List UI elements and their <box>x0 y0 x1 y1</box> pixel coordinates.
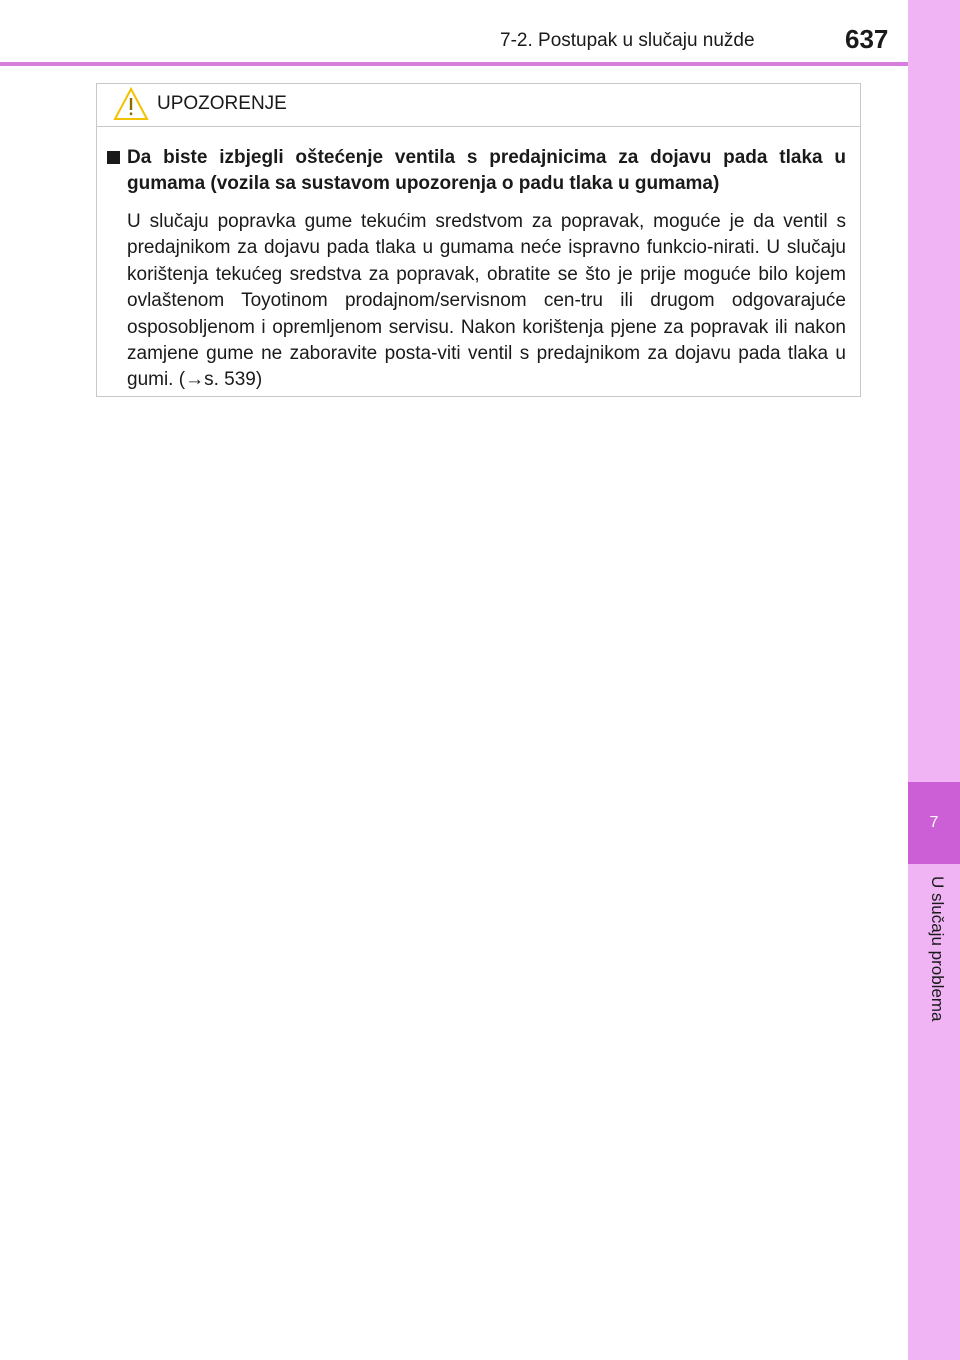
warning-title: UPOZORENJE <box>157 93 287 114</box>
warning-body <box>97 127 860 394</box>
section-title: 7-2. Postupak u slučaju nužde <box>500 30 755 51</box>
chapter-number: 7 <box>929 814 939 831</box>
warning-triangle-icon <box>113 87 149 121</box>
warning-box <box>96 83 861 397</box>
header-divider <box>0 62 908 66</box>
chapter-title: U slučaju problema <box>928 876 947 1022</box>
warning-heading-text: Da biste izbjegli oštećenje ventila s predajnicima za dojavu pada tlaka u gumama (vozila sa sustavom upozorenja o padu tlaka u gumama) <box>127 147 846 194</box>
warning-heading <box>107 145 846 197</box>
warning-header <box>97 84 860 127</box>
page-number: 637 <box>845 24 889 54</box>
bullet-square-icon <box>107 151 120 164</box>
warning-paragraph: U slučaju popravka gume tekućim sredstvom za popravak, moguće je da ventil s predajnikom za dojavu pada tlaka u gumama neće ispravno funkcio-nirati. U slučaju korištenja tekućeg sredstva za popravak, obratite se što je prije moguće bilo kojem ovlaštenom Toyotinom prodajnom/servisnom cen-tru ili drugom odgovarajuće osposobljenom i opremljenom servisu. Nakon korištenja pjene za popravak ili nakon zamjene gume ne zaboravite posta-viti ventil s predajnikom za dojavu pada tlaka u gumi. (→s. 539) <box>127 211 846 391</box>
side-tab-background <box>908 0 960 1360</box>
chapter-tab[interactable] <box>908 782 960 864</box>
